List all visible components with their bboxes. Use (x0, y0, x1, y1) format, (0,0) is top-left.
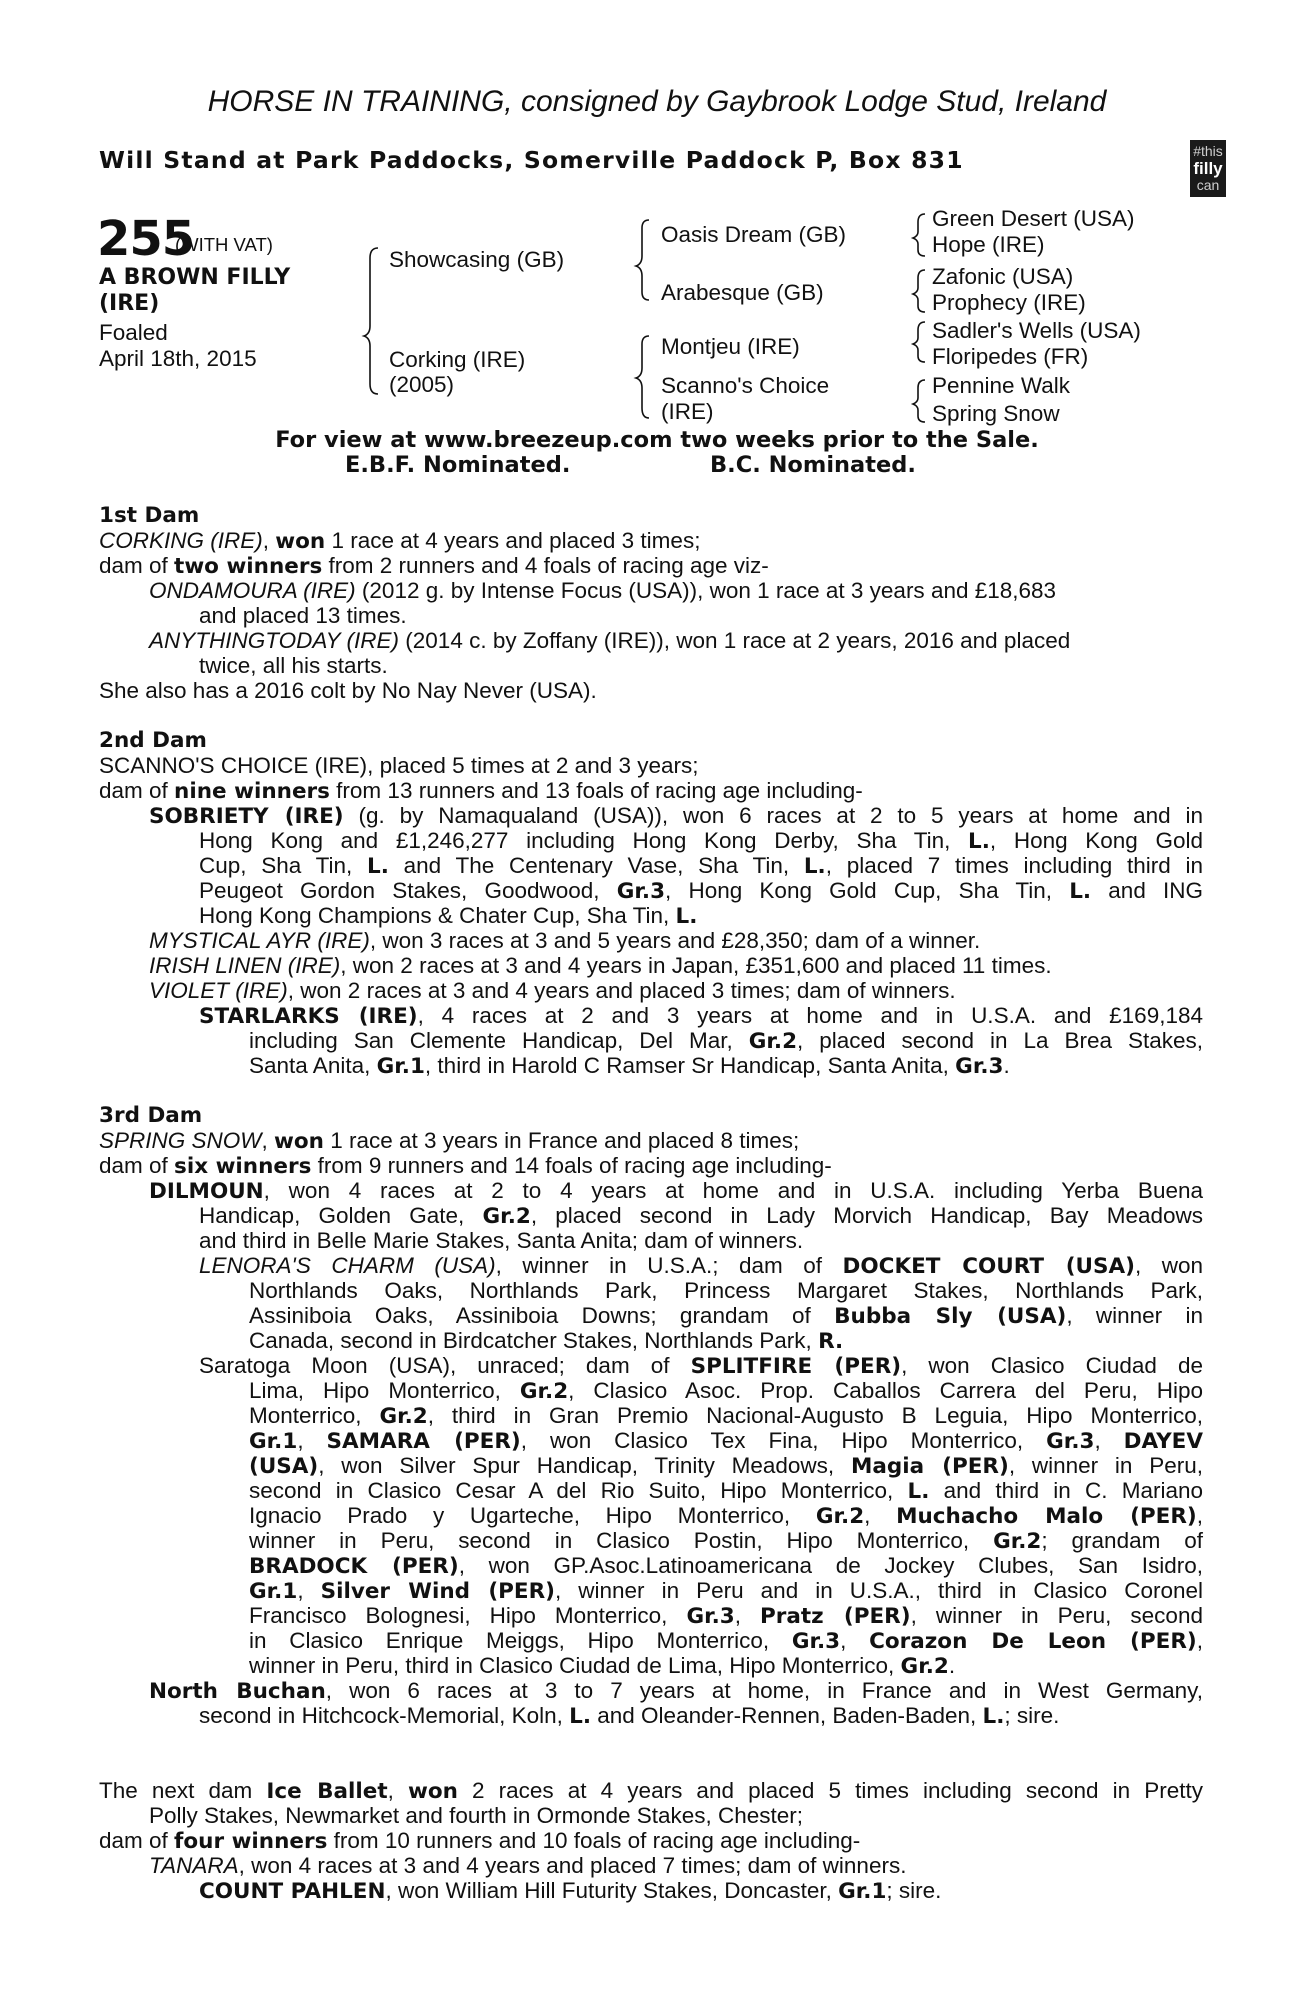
ebf-nominated: E.B.F. Nominated. (345, 452, 571, 478)
sobriety-line-3: Cup, Sha Tin, L. and The Centenary Vase, Sha Tin, L., placed 7 times including third in (199, 853, 1204, 879)
irish-linen-line: IRISH LINEN (IRE), won 2 races at 3 and 4 years in Japan, £351,600 and placed 11 times. (149, 953, 1052, 978)
saratoga-moon-line-11: Francisco Bolognesi, Hipo Monterrico, Gr.3, Pratz (PER), winner in Peru, second (249, 1603, 1203, 1629)
lot-description-1: A BROWN FILLY (99, 265, 291, 290)
lenoras-charm-line-1: LENORA'S CHARM (USA), winner in U.S.A.; dam of DOCKET COURT (USA), won (199, 1253, 1204, 1279)
saratoga-moon-line-6: second in Clasico Cesar A del Rio Suito, Hipo Monterrico, L. and third in C. Mariano (249, 1478, 1203, 1504)
dam-dam-dam: Spring Snow (932, 401, 1060, 426)
sire-dam-sire: Zafonic (USA) (932, 264, 1074, 289)
sire-dam-dam: Prophecy (IRE) (932, 290, 1086, 315)
lot-number: 255 (97, 211, 195, 267)
second-dam-line-2: dam of nine winners from 13 runners and 13 foals of racing age including- (99, 778, 863, 804)
view-line: For view at www.breezeup.com two weeks prior to the Sale. (275, 427, 1039, 453)
first-dam-line-3: ONDAMOURA (IRE) (2012 g. by Intense Focus (USA)), won 1 race at 3 years and £18,683 (149, 578, 1057, 603)
first-dam-line-6: twice, all his starts. (199, 653, 388, 678)
saratoga-moon-line-4: Gr.1, SAMARA (PER), won Clasico Tex Fina, Hipo Monterrico, Gr.3, DAYEV (249, 1428, 1203, 1454)
tanara-line: TANARA, won 4 races at 3 and 4 years and placed 7 times; dam of winners. (149, 1853, 907, 1878)
sobriety-line-1: SOBRIETY (IRE) (g. by Namaqualand (USA)), won 6 races at 2 to 5 years at home and in (149, 803, 1203, 829)
sobriety-line-5: Hong Kong Champions & Chater Cup, Sha Tin, L. (199, 903, 698, 929)
first-dam-line-7: She also has a 2016 colt by No Nay Never (USA). (99, 678, 597, 703)
sire-name: Showcasing (GB) (389, 247, 565, 272)
starlarks-line-1: STARLARKS (IRE), 4 races at 2 and 3 years at home and in U.S.A. and £169,184 (199, 1003, 1203, 1029)
first-dam-heading: 1st Dam (99, 503, 200, 528)
third-dam-line-1: SPRING SNOW, won 1 race at 3 years in France and placed 8 times; (99, 1128, 800, 1154)
count-pahlen-line: COUNT PAHLEN, won William Hill Futurity Stakes, Doncaster, Gr.1; sire. (199, 1878, 942, 1904)
second-dam-line-1: SCANNO'S CHOICE (IRE), placed 5 times at 2 and 3 years; (99, 753, 699, 778)
sire-sire-sire: Green Desert (USA) (932, 206, 1135, 231)
second-dam-heading: 2nd Dam (99, 728, 207, 753)
first-dam-line-5: ANYTHINGTODAY (IRE) (2014 c. by Zoffany (IRE)), won 1 race at 2 years, 2016 and placed (149, 628, 1071, 653)
stand-location: Will Stand at Park Paddocks, Somerville Paddock P, Box 831 (99, 146, 964, 174)
lenoras-charm-line-3: Assiniboia Oaks, Assiniboia Downs; grandam of Bubba Sly (USA), winner in (249, 1303, 1203, 1329)
saratoga-moon-line-10: Gr.1, Silver Wind (PER), winner in Peru and in U.S.A., third in Clasico Coronel (249, 1578, 1203, 1604)
north-buchan-line-2: second in Hitchcock-Memorial, Koln, L. and Oleander-Rennen, Baden-Baden, L.; sire. (199, 1703, 1060, 1729)
dam-sire-dam: Floripedes (FR) (932, 344, 1089, 369)
sobriety-line-4: Peugeot Gordon Stakes, Goodwood, Gr.3, Hong Kong Gold Cup, Sha Tin, L. and ING (199, 878, 1204, 904)
first-dam-line-2: dam of two winners from 2 runners and 4 foals of racing age viz- (99, 553, 769, 579)
saratoga-moon-line-3: Monterrico, Gr.2, third in Gran Premio Nacional-Augusto B Leguia, Hipo Monterrico, (249, 1403, 1203, 1429)
this-filly-can-logo: #this filly can (1190, 140, 1226, 197)
third-dam-line-2: dam of six winners from 9 runners and 14 foals of racing age including- (99, 1153, 832, 1179)
starlarks-line-3: Santa Anita, Gr.1, third in Harold C Ramser Sr Handicap, Santa Anita, Gr.3. (249, 1053, 1010, 1079)
saratoga-moon-line-8: winner in Peru, second in Clasico Postin, Hipo Monterrico, Gr.2; grandam of (249, 1528, 1204, 1554)
saratoga-moon-line-9: BRADOCK (PER), won GP.Asoc.Latinoamericana de Jockey Clubes, San Isidro, (249, 1553, 1203, 1579)
next-dam-line-3: dam of four winners from 10 runners and 10 foals of racing age including- (99, 1828, 861, 1854)
dam-name: Corking (IRE) (389, 347, 526, 372)
dam-dam-1: Scanno's Choice (661, 373, 830, 398)
dam-sire: Montjeu (IRE) (661, 334, 800, 359)
next-dam-line-1: The next dam Ice Ballet, won 2 races at 4 years and placed 5 times including second in Pretty (99, 1778, 1203, 1804)
mystical-ayr-line: MYSTICAL AYR (IRE), won 3 races at 3 and 5 years and £28,350; dam of a winner. (149, 928, 981, 953)
first-dam-line-1: CORKING (IRE), won 1 race at 4 years and placed 3 times; (99, 528, 701, 554)
page-header: HORSE IN TRAINING, consigned by Gaybrook Lodge Stud, Ireland (207, 85, 1107, 118)
saratoga-moon-line-12: in Clasico Enrique Meiggs, Hipo Monterrico, Gr.3, Corazon De Leon (PER), (249, 1628, 1203, 1654)
dilmoun-line-2: Handicap, Golden Gate, Gr.2, placed second in Lady Morvich Handicap, Bay Meadows (199, 1203, 1204, 1229)
sobriety-line-2: Hong Kong and £1,246,277 including Hong Kong Derby, Sha Tin, L., Hong Kong Gold (199, 828, 1203, 854)
dilmoun-line-1: DILMOUN, won 4 races at 2 to 4 years at home and in U.S.A. including Yerba Buena (149, 1178, 1203, 1204)
violet-line: VIOLET (IRE), won 2 races at 3 and 4 years and placed 3 times; dam of winners. (149, 978, 956, 1003)
lenoras-charm-line-2: Northlands Oaks, Northlands Park, Princess Margaret Stakes, Northlands Park, (249, 1278, 1203, 1303)
dam-sire-sire: Sadler's Wells (USA) (932, 318, 1141, 343)
foaled-label: Foaled (99, 320, 168, 345)
north-buchan-line-1: North Buchan, won 6 races at 3 to 7 years at home, in France and in West Germany, (149, 1678, 1204, 1704)
saratoga-moon-line-5: (USA), won Silver Spur Handicap, Trinity Meadows, Magia (PER), winner in Peru, (249, 1453, 1203, 1479)
dilmoun-line-3: and third in Belle Marie Stakes, Santa Anita; dam of winners. (199, 1228, 804, 1253)
saratoga-moon-line-1: Saratoga Moon (USA), unraced; dam of SPLITFIRE (PER), won Clasico Ciudad de (199, 1353, 1203, 1379)
dam-year: (2005) (389, 372, 455, 397)
sire-dam: Arabesque (GB) (661, 280, 824, 305)
starlarks-line-2: including San Clemente Handicap, Del Mar, Gr.2, placed second in La Brea Stakes, (249, 1028, 1203, 1054)
next-dam-line-2: Polly Stakes, Newmarket and fourth in Ormonde Stakes, Chester; (149, 1803, 804, 1828)
dam-dam-sire: Pennine Walk (932, 373, 1070, 398)
sire-sire-dam: Hope (IRE) (932, 232, 1045, 257)
bc-nominated: B.C. Nominated. (710, 452, 916, 478)
saratoga-moon-line-7: Ignacio Prado y Ugarteche, Hipo Monterrico, Gr.2, Muchacho Malo (PER), (249, 1503, 1203, 1529)
third-dam-heading: 3rd Dam (99, 1103, 203, 1128)
lot-description-2: (IRE) (99, 291, 160, 316)
saratoga-moon-line-2: Lima, Hipo Monterrico, Gr.2, Clasico Asoc. Prop. Caballos Carrera del Peru, Hipo (249, 1378, 1203, 1404)
lot-vat: (WITH VAT) (175, 234, 273, 255)
dam-dam-2: (IRE) (661, 399, 714, 424)
first-dam-line-4: and placed 13 times. (199, 603, 407, 628)
saratoga-moon-line-13: winner in Peru, third in Clasico Ciudad de Lima, Hipo Monterrico, Gr.2. (249, 1653, 956, 1679)
lenoras-charm-line-4: Canada, second in Birdcatcher Stakes, Northlands Park, R. (249, 1328, 844, 1354)
foaled-date: April 18th, 2015 (99, 346, 257, 371)
sire-sire: Oasis Dream (GB) (661, 222, 847, 247)
